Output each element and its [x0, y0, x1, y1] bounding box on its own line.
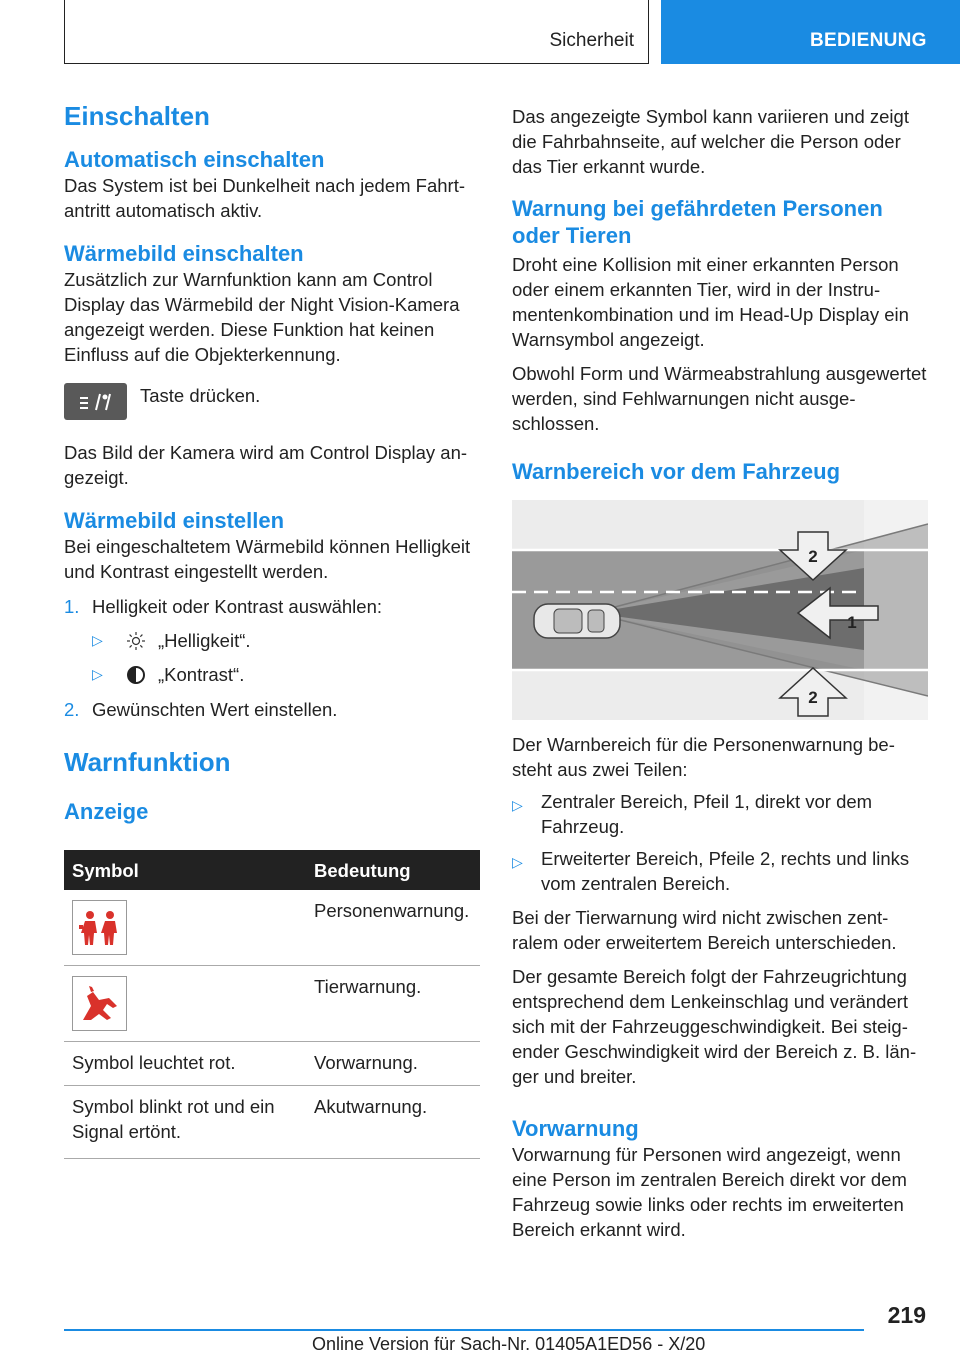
para-warnbereich-teile: Der Warnbereich für die Personenwarnung besteht aus zwei Teilen:: [512, 734, 895, 780]
table-header-row: [64, 850, 480, 890]
bullet-zentral: [512, 789, 928, 839]
table-cell-bedeutung: Vorwarnung.: [306, 1042, 480, 1086]
animal-warning-icon: [72, 976, 127, 1031]
page-number: 219: [887, 1302, 926, 1328]
header-section-box: [64, 0, 649, 64]
para-tierwarnung: Bei der Tierwarnung wird nicht zwischen zentralem oder erweitertem Bereich unterschieden.: [512, 907, 897, 953]
bullet-text: Zentraler Bereich, Pfeil 1, direkt vor dem Fahrzeug.: [541, 791, 873, 837]
sub-item-kontrast: [64, 662, 478, 687]
table-row: [64, 966, 480, 1042]
table-row: [64, 1042, 480, 1086]
table-cell-symbol: [64, 966, 306, 1042]
step-number: 1.: [64, 596, 80, 617]
contrast-icon: [126, 665, 152, 685]
warning-area-figure: [512, 500, 928, 720]
table-cell-bedeutung: Tierwarnung.: [306, 966, 480, 1042]
sub-item-text: „Helligkeit“.: [158, 630, 251, 651]
para-warnung-1: Droht eine Kollision mit einer erkannten Person oder einem erkannten Tier, wird in der Instrumentenkombination und im Head-Up Display ein Warnsymbol angezeigt.: [512, 254, 909, 350]
table-cell-bedeutung: Personenwarnung.: [306, 890, 480, 966]
heading-automatisch: Automatisch einschalten: [64, 147, 325, 172]
heading-waermebild-einstellen: Wärmebild einstellen: [64, 508, 285, 533]
heading-einschalten: Einschalten: [64, 101, 210, 131]
step-2: [64, 697, 478, 722]
triangle-bullet-icon: ▷: [92, 632, 103, 648]
footer-text: Online Version für Sach-Nr. 01405A1ED56 - X/20: [312, 1334, 706, 1354]
step-1: [64, 594, 478, 619]
table-cell-symbol: Symbol blinkt rot und ein Signal ertönt.: [64, 1086, 306, 1159]
table-cell-bedeutung: Akutwarnung.: [306, 1086, 480, 1159]
para-symbol-variiert: Das angezeigte Symbol kann variieren und zeigt die Fahrbahnseite, auf welcher die Person oder das Tier erkannt wurde.: [512, 106, 909, 177]
table-row: [64, 890, 480, 966]
header-chapter-label: BEDIENUNG: [810, 30, 927, 51]
footer-rule: [64, 1329, 864, 1331]
table-header-bedeutung: Bedeutung: [306, 850, 480, 890]
bullet-erweitert: [512, 846, 928, 896]
table-cell-symbol: Symbol leuchtet rot.: [64, 1042, 306, 1086]
para-vorwarnung: Vorwarnung für Personen wird angezeigt, wenn eine Person im zentralen Bereich direkt vor dem Fahrzeug sowie links oder rechts im erweiterten Bereich erkannt wird.: [512, 1144, 907, 1240]
heading-warnbereich: Warnbereich vor dem Fahrzeug: [512, 459, 841, 484]
para-warnung-2: Obwohl Form und Wärmeabstrahlung ausgewertet werden, sind Fehlwarnungen nicht ausgeschlossen.: [512, 363, 927, 434]
taste-row: [64, 383, 478, 420]
heading-warnung-gefaehrdet: Warnung bei gefährdeten Personen oder Tieren: [512, 196, 883, 248]
heading-vorwarnung: Vorwarnung: [512, 1116, 639, 1141]
header-chapter-box: [661, 0, 960, 64]
left-column: [64, 100, 478, 1159]
table-row: [64, 1086, 480, 1159]
para-waermebild-einschalten: Zusätzlich zur Warnfunktion kann am Control Display das Wärmebild der Night Vision-Kamera angezeigt werden. Diese Funktion hat keinen Einfluss auf die Objekterkennung.: [64, 269, 460, 365]
step-text: Helligkeit oder Kontrast auswählen:: [92, 596, 382, 617]
bullet-text: Erweiterter Bereich, Pfeile 2, rechts und links vom zentralen Bereich.: [541, 848, 910, 894]
para-automatisch: Das System ist bei Dunkelheit nach jedem Fahrtantritt automatisch aktiv.: [64, 175, 466, 221]
triangle-bullet-icon: ▷: [512, 854, 523, 870]
step-number: 2.: [64, 699, 80, 720]
heading-waermebild-einschalten: Wärmebild einschalten: [64, 241, 304, 266]
para-bild-kamera: Das Bild der Kamera wird am Control Display angezeigt.: [64, 442, 468, 488]
table-cell-symbol: [64, 890, 306, 966]
triangle-bullet-icon: ▷: [512, 797, 523, 813]
table-header-symbol: Symbol: [64, 850, 306, 890]
step-text: Gewünschten Wert einstellen.: [92, 699, 338, 720]
header-section-label: Sicherheit: [549, 30, 634, 51]
right-column: [512, 100, 928, 1242]
brightness-icon: [126, 631, 152, 651]
night-vision-button: [64, 383, 127, 420]
car-icon: [534, 604, 620, 638]
para-waermebild-einstellen: Bei eingeschaltetem Wärmebild können Helligkeit und Kontrast eingestellt werden.: [64, 536, 471, 582]
heading-warnfunktion: Warnfunktion: [64, 747, 231, 777]
para-gesamt-bereich: Der gesamte Bereich folgt der Fahrzeugrichtung entsprechend dem Lenkeinschlag und verändert sich mit der Fahrzeuggeschwindigkeit. Bei steigender Geschwindigkeit wird der Bereich z. B. länger und breiter.: [512, 966, 917, 1087]
symbol-table: [64, 850, 480, 1159]
arrow-label: 1: [847, 613, 857, 632]
sub-item-text: „Kontrast“.: [158, 664, 245, 685]
taste-text: Taste drücken.: [140, 385, 261, 406]
sub-item-helligkeit: [64, 628, 478, 653]
arrow-label: 2: [808, 688, 818, 707]
arrow-label: 2: [808, 547, 818, 566]
heading-anzeige: Anzeige: [64, 799, 149, 824]
person-warning-icon: [72, 900, 127, 955]
night-vision-icon: [76, 390, 116, 414]
triangle-bullet-icon: ▷: [92, 666, 103, 682]
